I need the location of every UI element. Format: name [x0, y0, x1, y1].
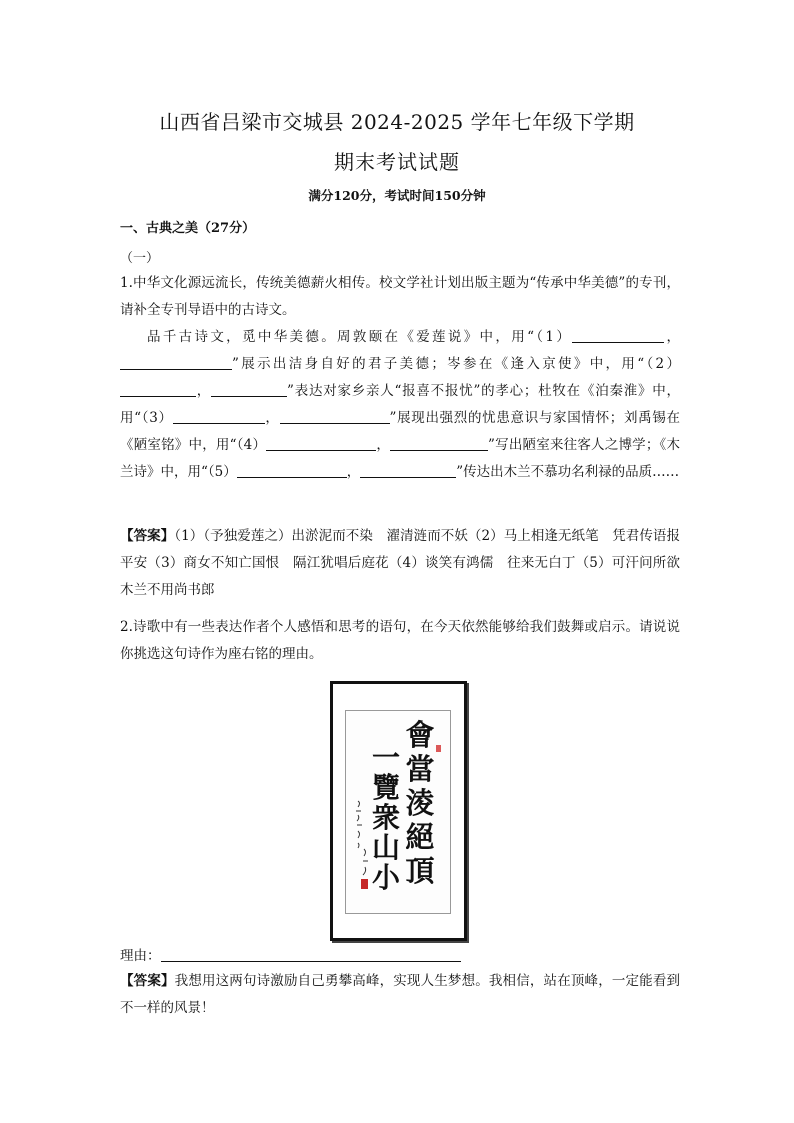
blank-2b	[211, 382, 287, 397]
q1-text-1: 品千古诗文，觅中华美德。周敦颐在《爱莲说》中，用“（1）	[147, 329, 573, 345]
calligraphy-glyph: 頂	[405, 854, 435, 888]
calligraphy-glyph: 當	[405, 752, 435, 786]
q1-text-10: ，	[346, 464, 361, 480]
blank-3b	[280, 409, 390, 424]
blank-1a	[572, 328, 664, 343]
calligraphy-glyph: 絕	[405, 820, 435, 854]
calligraphy-artwork	[346, 711, 450, 913]
calligraphy-glyph: 覽	[371, 771, 401, 804]
q1-text-6: ，	[264, 410, 280, 426]
calligraphy-inscription	[356, 801, 368, 875]
question-1-body	[120, 324, 680, 486]
calligraphy-glyph: 小	[371, 861, 401, 894]
reason-field	[120, 944, 461, 964]
doc-title-line1: 山西省吕梁市交城县 2024-2025 学年七年级下学期	[159, 110, 635, 134]
blank-3a	[173, 409, 265, 424]
answer-1	[120, 523, 694, 604]
calligraphy-glyph: 山	[371, 831, 401, 864]
q1-text-11: ”传达出木兰不慕功名利禄的品质……	[456, 464, 680, 480]
section-heading: 一、古典之美（27分）	[120, 221, 256, 236]
q1-text-5: ”表达对家乡亲人“报喜不报忧”的孝心；杜牧在《泊秦淮》中，用“（3）	[120, 383, 680, 426]
blank-2a	[120, 382, 196, 397]
question-1-intro: 1.中华文化源远流长，传统美德薪火相传。校文学社计划出版主题为“传承中华美德”的专刊，请补全专刊导语中的古诗文。	[120, 275, 680, 318]
calligraphy-glyph: 一	[371, 741, 401, 774]
calligraphy-glyph: 衆	[371, 801, 401, 834]
q1-text-2: ，	[664, 329, 680, 345]
calligraphy-glyph: 淩	[405, 786, 435, 820]
seal-stamp-small-icon	[436, 745, 441, 752]
seal-stamp-icon	[361, 879, 368, 889]
q1-text-4: ，	[196, 383, 212, 399]
blank-4b	[390, 436, 488, 451]
blank-5b	[360, 463, 456, 478]
question-2: 2.诗歌中有一些表达作者个人感悟和思考的语句，在今天依然能够给我们鼓舞或启示。请说说你挑选这句诗作为座右铭的理由。	[120, 619, 680, 662]
calligraphy-right-column	[404, 718, 434, 888]
calligraphy-paper	[345, 710, 451, 914]
calligraphy-left-column	[372, 741, 401, 894]
answer-2	[120, 968, 680, 1022]
blank-1b	[120, 355, 232, 370]
q1-text-9: ”写出陋室来往客人之博学；《木兰诗》中，用“（5）	[120, 437, 680, 480]
answer-label: 【答案】	[120, 973, 175, 989]
q1-text-3: ”展示出洁身自好的君子美德；岑参在《逢入京使》中，用“（2）	[232, 356, 680, 372]
blank-5a	[237, 463, 347, 478]
calligraphy-scroll-image	[330, 681, 467, 941]
blank-4a	[266, 436, 376, 451]
q1-text-7: ”展现出强烈的忧患意识与家国情怀；刘禹锡在《陋室铭》中，用“（4）	[120, 410, 680, 453]
q1-text-8: ，	[376, 437, 391, 453]
answer-label: 【答案】	[120, 528, 175, 544]
calligraphy-glyph: 會	[405, 718, 435, 752]
doc-title-line2: 期末考试试题	[334, 150, 460, 174]
doc-subtitle: 满分120分，考试时间150分钟	[308, 188, 486, 203]
answer-1-text: （1）（予独爱莲之）出淤泥而不染 濯清涟而不妖（2）马上相逢无纸笔 凭君传语报平安（3）商女不知亡国恨 隔江犹唱后庭花（4）谈笑有鸿儒 往来无白丁（5）可汗问所欲 木兰不用尚书郎	[120, 528, 694, 598]
answer-2-text: 我想用这两句诗激励自己勇攀高峰，实现人生梦想。我相信，站在顶峰，一定能看到不一样的风景！	[120, 973, 681, 1016]
reason-blank	[161, 947, 461, 962]
subsection-heading: （一）	[120, 251, 160, 266]
reason-label: 理由：	[120, 948, 161, 964]
